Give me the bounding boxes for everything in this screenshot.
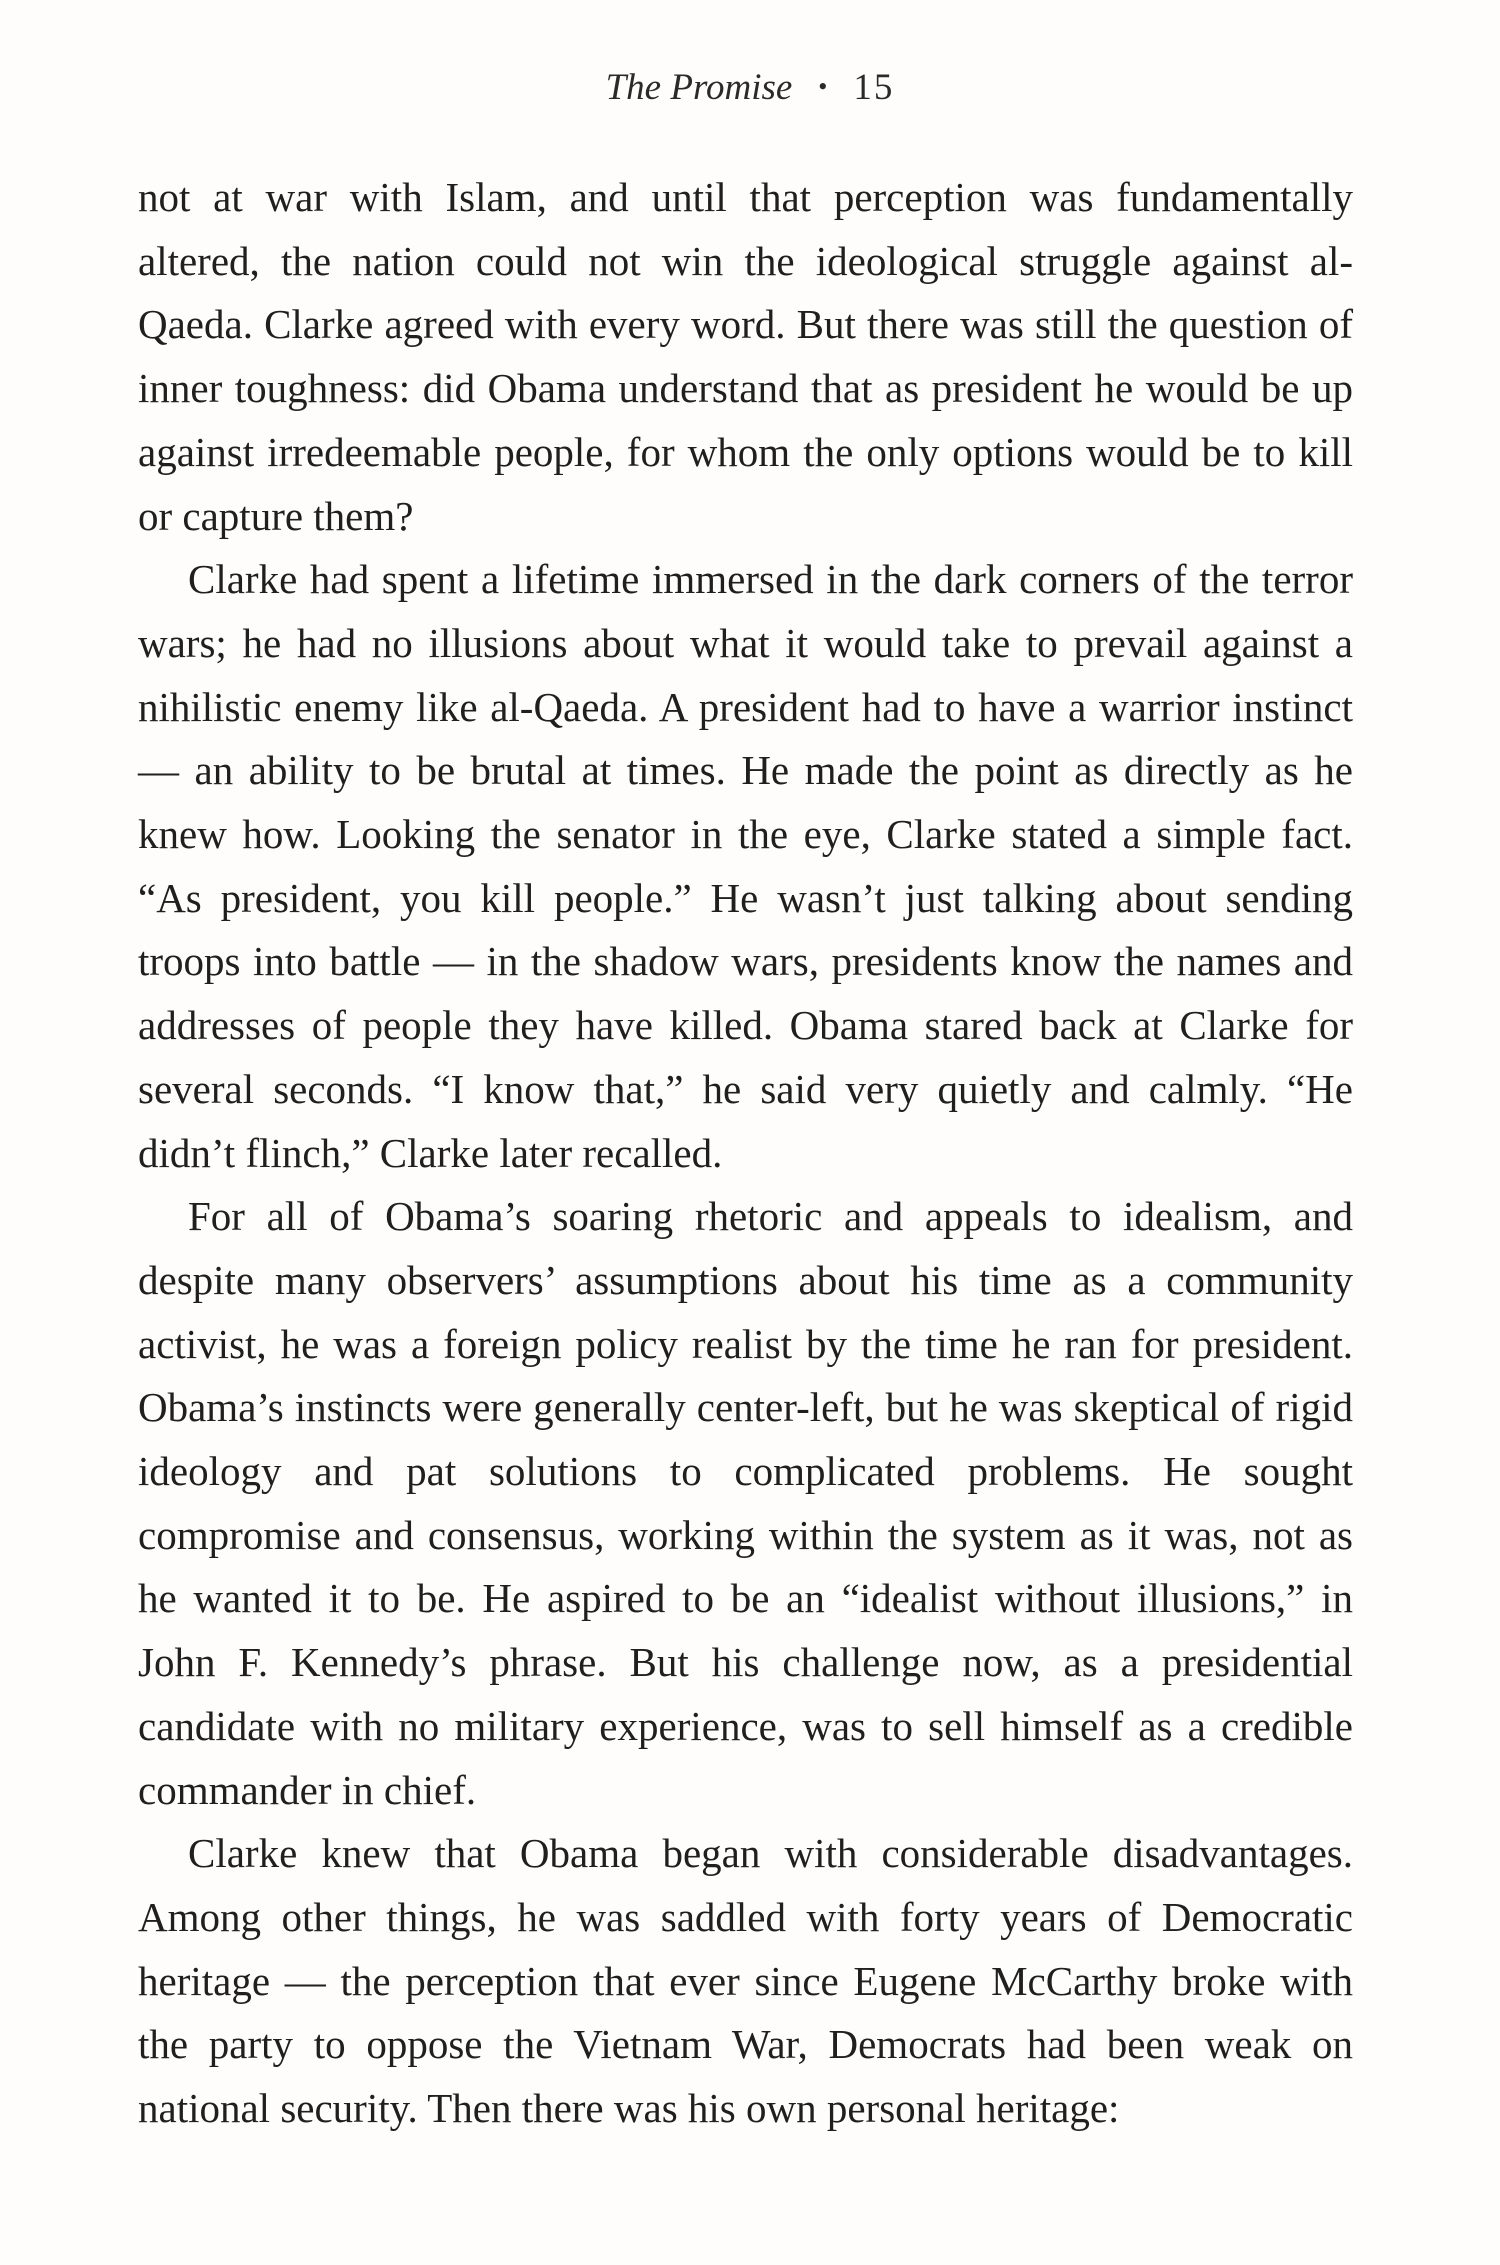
page-number: 15 bbox=[853, 67, 895, 108]
running-head bbox=[0, 62, 1500, 113]
paragraph: Clarke had spent a lifetime immersed in the dark corners of the terror wars; he had no illusions about what it would take to prevail against a nihilistic enemy like al-Qaeda. A president had to have a warrior instinct — an ability to be brutal at times. He made the point as directly as he knew how. Looking the senator in the eye, Clarke stated a simple fact. “As president, you kill people.” He wasn’t just talking about sending troops into battle — in the shadow wars, presidents know the names and addresses of people they have killed. Obama stared back at Clarke for several seconds. “I know that,” he said very quietly and calmly. “He didn’t flinch,” Clarke later recalled. bbox=[138, 556, 1353, 1176]
chapter-title: The Promise bbox=[605, 67, 793, 108]
paragraph: Clarke knew that Obama began with considerable disadvantages. Among other things, he was saddled with forty years of Democratic heritage — the perception that ever since Eugene McCarthy broke with the party to oppose the Vietnam War, Democrats had been weak on national security. Then there was his own personal heritage: bbox=[138, 1830, 1353, 2132]
paragraph: For all of Obama’s soaring rhetoric and appeals to idealism, and despite many observers’ assumptions about his time as a community activist, he was a foreign policy realist by the time he ran for president. Obama’s instincts were generally center-left, but he was skeptical of rigid ideology and pat solutions to complicated problems. He sought compromise and consensus, working within the system as it was, not as he wanted it to be. He aspired to be an “idealist without illusions,” in John F. Kennedy’s phrase. But his challenge now, as a presidential candidate with no military experience, was to sell himself as a credible commander in chief. bbox=[138, 1193, 1353, 1813]
body-text bbox=[138, 166, 1353, 2141]
paragraph-continued: not at war with Islam, and until that perception was fundamentally altered, the nation could not win the ideological struggle against al-Qaeda. Clarke agreed with every word. But there was still the question of inner toughness: did Obama understand that as president he would be up against irredeemable people, for whom the only options would be to kill or capture them? bbox=[138, 174, 1353, 539]
header-separator: • bbox=[818, 72, 828, 101]
